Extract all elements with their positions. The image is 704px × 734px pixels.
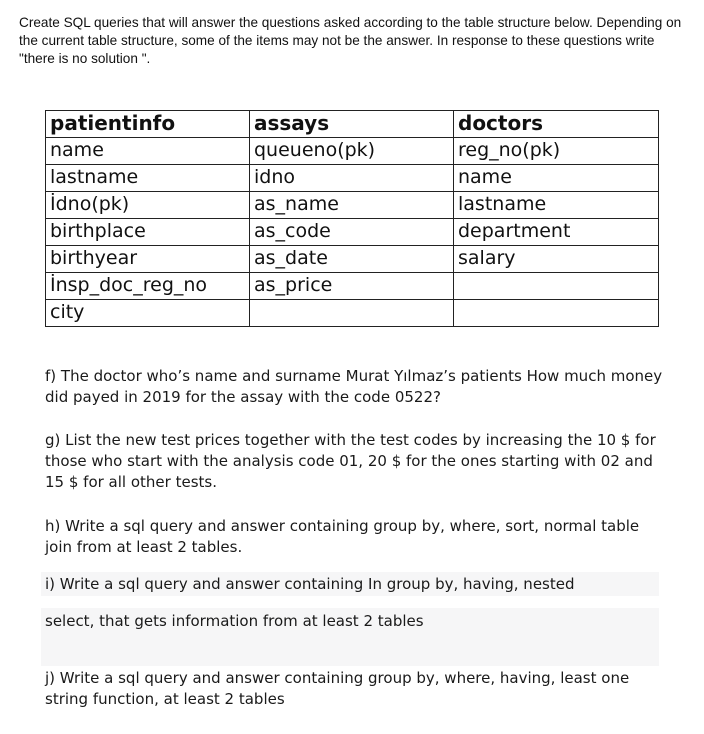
schema-cell	[454, 300, 659, 327]
schema-cell: İdno(pk)	[46, 192, 250, 219]
schema-cell: as_code	[250, 219, 454, 246]
table-header-doctors: doctors	[454, 111, 659, 138]
schema-row	[46, 165, 659, 192]
schema-row	[46, 219, 659, 246]
question-g: g) List the new test prices together with the test codes by increasing the 10 $ for those who start with the analysis code 01, 20 $ for the ones starting with 02 and 15 $ for all other tests.	[45, 431, 656, 491]
schema-table	[45, 110, 659, 327]
schema-header-row	[46, 111, 659, 138]
schema-row	[46, 273, 659, 300]
schema-row	[46, 300, 659, 327]
instructions-paragraph: Create SQL queries that will answer the questions asked according to the table structure below. Depending on the current table structure, some of the items may not be the answer. In response to these questions write "there is no solution ".	[19, 15, 682, 66]
schema-cell: lastname	[454, 192, 659, 219]
question-j: j) Write a sql query and answer containing group by, where, having, least one string function, at least 2 tables	[45, 669, 630, 708]
schema-cell: as_name	[250, 192, 454, 219]
schema-cell: department	[454, 219, 659, 246]
schema-cell: reg_no(pk)	[454, 138, 659, 165]
question-i-line2: select, that gets information from at least 2 tables	[45, 612, 424, 630]
schema-cell: name	[46, 138, 250, 165]
schema-cell: birthyear	[46, 246, 250, 273]
question-h: h) Write a sql query and answer containing group by, where, sort, normal table join from at least 2 tables.	[45, 517, 640, 556]
schema-cell: queueno(pk)	[250, 138, 454, 165]
schema-cell: city	[46, 300, 250, 327]
schema-cell: birthplace	[46, 219, 250, 246]
schema-cell: as_date	[250, 246, 454, 273]
table-header-assays: assays	[250, 111, 454, 138]
schema-cell: idno	[250, 165, 454, 192]
schema-row	[46, 192, 659, 219]
schema-cell: as_price	[250, 273, 454, 300]
schema-cell: name	[454, 165, 659, 192]
schema-cell: salary	[454, 246, 659, 273]
question-i-line1: i) Write a sql query and answer containing In group by, having, nested	[45, 575, 575, 593]
table-header-patientinfo: patientinfo	[46, 111, 250, 138]
schema-cell: lastname	[46, 165, 250, 192]
schema-cell: İnsp_doc_reg_no	[46, 273, 250, 300]
question-f: f) The doctor who’s name and surname Murat Yılmaz’s patients How much money did payed in 2019 for the assay with the code 0522?	[45, 367, 663, 406]
schema-cell	[250, 300, 454, 327]
schema-cell	[454, 273, 659, 300]
schema-row	[46, 138, 659, 165]
schema-row	[46, 246, 659, 273]
